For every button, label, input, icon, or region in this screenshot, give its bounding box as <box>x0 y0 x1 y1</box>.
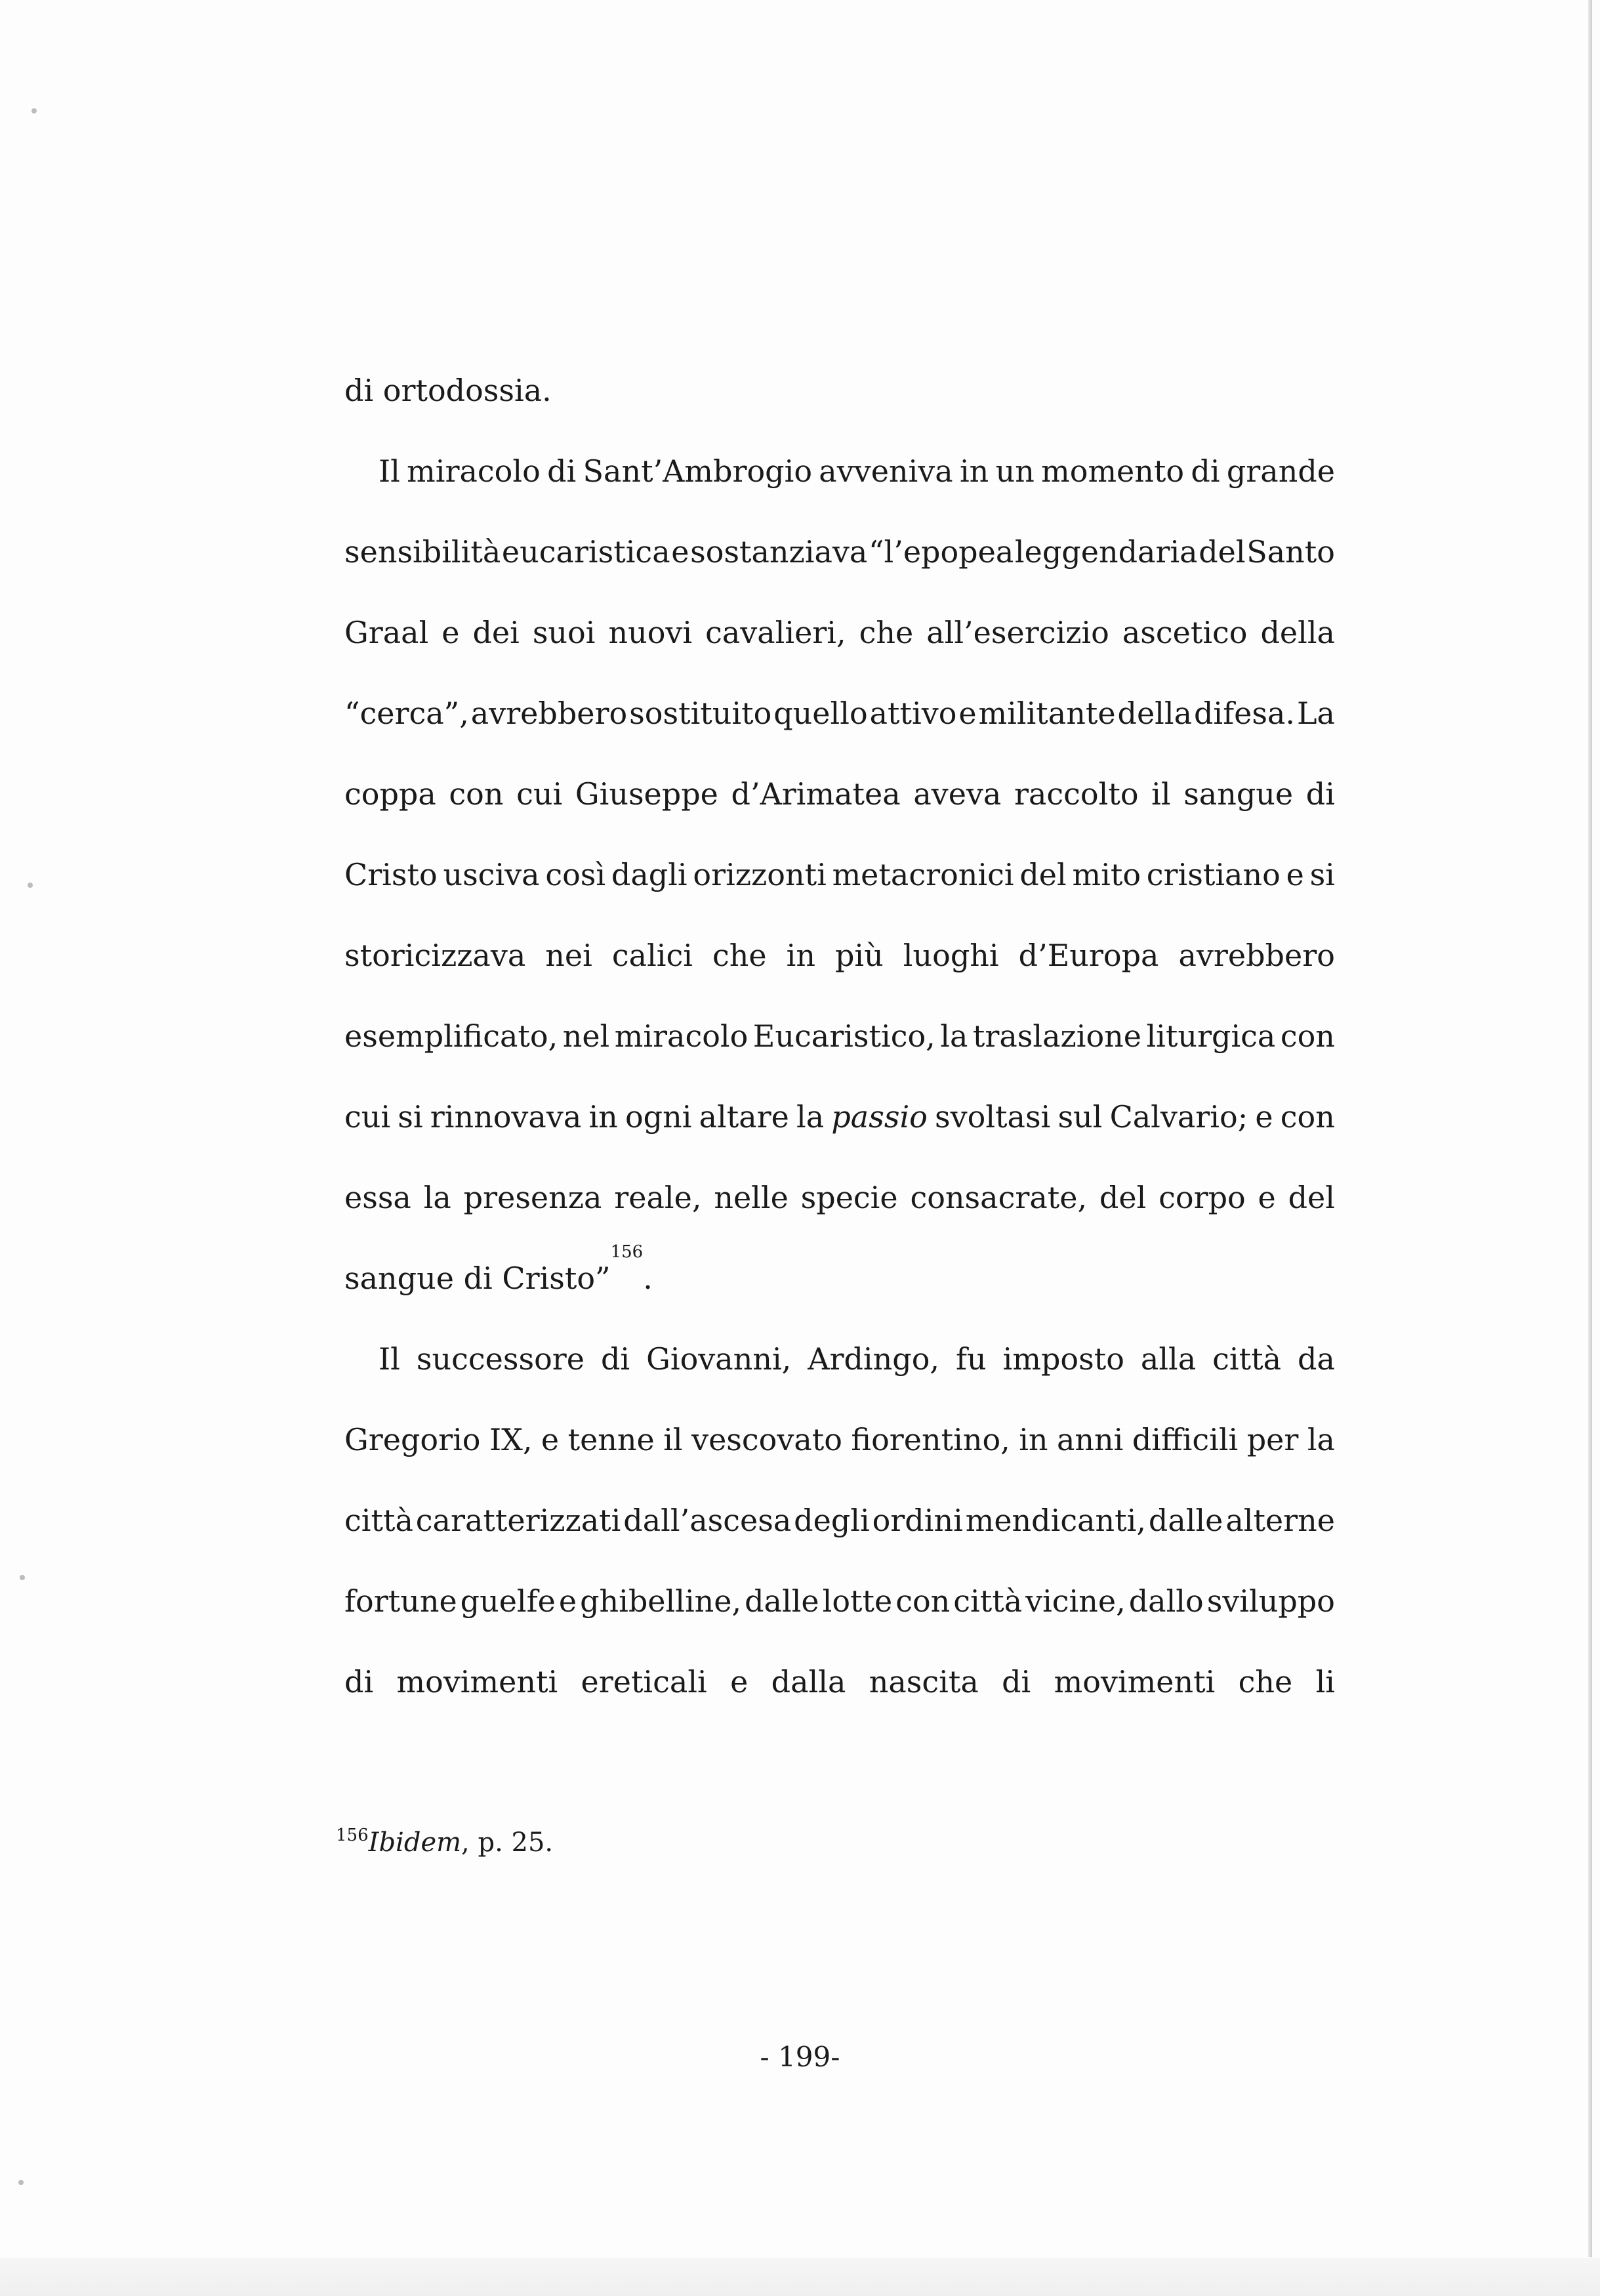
word: e <box>558 1583 577 1619</box>
word: la <box>423 1180 451 1215</box>
word: in <box>959 453 989 489</box>
word: alterne <box>1225 1503 1335 1538</box>
word: mendicanti, <box>965 1503 1146 1538</box>
word: così <box>545 857 606 892</box>
word: “l’epopea <box>868 534 1014 570</box>
word: di <box>1305 776 1335 812</box>
word: difesa. <box>1193 696 1296 731</box>
word: che <box>859 615 914 650</box>
text-line <box>344 1010 1335 1091</box>
word: “cerca”, <box>344 696 469 731</box>
word: si <box>398 1099 423 1135</box>
word: suoi <box>532 615 596 650</box>
word: con <box>895 1583 951 1619</box>
text-line <box>344 1171 1335 1252</box>
word: in <box>1019 1422 1048 1457</box>
word: cristiano <box>1146 857 1281 892</box>
word: Il <box>379 453 400 489</box>
word: aveva <box>913 776 1002 812</box>
word: dall’ascesa <box>623 1503 792 1538</box>
word: coppa <box>344 776 436 812</box>
word: orizzonti <box>693 857 827 892</box>
word: tenne <box>567 1422 655 1457</box>
word: ogni <box>625 1099 692 1135</box>
word: esemplificato, <box>344 1018 558 1054</box>
word: reale, <box>614 1180 702 1215</box>
word: essa <box>344 1180 411 1215</box>
word: grande <box>1226 453 1335 489</box>
word: attivo <box>869 696 957 731</box>
word: momento <box>1041 453 1185 489</box>
word: sensibilità <box>344 534 501 570</box>
scan-speck <box>31 108 37 114</box>
word: Gregorio <box>344 1422 481 1457</box>
word: fortune <box>344 1583 457 1619</box>
page-number: - 199- <box>760 2041 840 2073</box>
word: del <box>1019 857 1067 892</box>
text-line <box>344 848 1335 929</box>
word: IX, <box>489 1422 533 1457</box>
word: usciva <box>443 857 540 892</box>
word: e <box>441 615 460 650</box>
word: storicizzava <box>344 938 526 973</box>
word: città <box>344 1503 413 1538</box>
word: di <box>1191 453 1220 489</box>
word: che <box>1238 1664 1293 1700</box>
word: nascita <box>869 1664 979 1700</box>
word: d’Arimatea <box>731 776 901 812</box>
footnote-citation: , p. 25. <box>461 1827 554 1858</box>
word: e <box>958 696 977 731</box>
word: con <box>1280 1018 1335 1054</box>
word: nelle <box>714 1180 789 1215</box>
word: La <box>1297 696 1335 731</box>
word: liturgica <box>1146 1018 1276 1054</box>
text-line <box>344 929 1335 1010</box>
word: svoltasi <box>935 1099 1051 1135</box>
word: guelfe <box>460 1583 556 1619</box>
word: vicine, <box>1025 1583 1126 1619</box>
word: la <box>796 1099 825 1135</box>
word: ghibelline, <box>580 1583 742 1619</box>
word: Sant’Ambrogio <box>583 453 813 489</box>
word: e <box>1258 1180 1276 1215</box>
word: città <box>953 1583 1023 1619</box>
word: li <box>1315 1664 1335 1700</box>
word: e <box>1255 1099 1273 1135</box>
word: la <box>940 1018 968 1054</box>
word: sviluppo <box>1206 1583 1335 1619</box>
word: ascetico <box>1122 615 1248 650</box>
word: movimenti <box>1054 1664 1216 1700</box>
word: fu <box>956 1341 987 1377</box>
word: dalle <box>1148 1503 1223 1538</box>
word: sostanziava <box>690 534 868 570</box>
word: corpo <box>1159 1180 1246 1215</box>
word: nel <box>562 1018 610 1054</box>
word: Cristo” <box>502 1261 611 1296</box>
word: degli <box>794 1503 870 1538</box>
word: del <box>1199 534 1246 570</box>
word: Ardingo, <box>808 1341 940 1377</box>
word: nuovi <box>608 615 693 650</box>
word: si <box>1309 857 1335 892</box>
word: ordini <box>872 1503 963 1538</box>
word: del <box>1288 1180 1335 1215</box>
text-line <box>344 606 1335 687</box>
word: presenza <box>463 1180 602 1215</box>
word: caratterizzati <box>415 1503 621 1538</box>
word: Giuseppe <box>575 776 718 812</box>
word: successore <box>416 1341 585 1377</box>
page-edge-bottom <box>0 2258 1600 2296</box>
word-italic-passio: passio <box>831 1099 928 1135</box>
word: dei <box>472 615 520 650</box>
text-line <box>344 1656 1335 1736</box>
footnote-number: 156 <box>336 1826 369 1845</box>
word: di <box>344 1664 374 1700</box>
word: alla <box>1140 1341 1197 1377</box>
word: specie <box>800 1180 898 1215</box>
word: metacronici <box>832 857 1014 892</box>
text-line <box>344 526 1335 606</box>
word: e <box>541 1422 560 1457</box>
word: miracolo <box>407 453 541 489</box>
word: fiorentino, <box>851 1422 1010 1457</box>
word: sangue <box>1183 776 1294 812</box>
word: calici <box>611 938 693 973</box>
word: altare <box>699 1099 789 1135</box>
word: dagli <box>611 857 687 892</box>
word: nei <box>545 938 592 973</box>
word: con <box>1280 1099 1335 1135</box>
word: Cristo <box>344 857 438 892</box>
word: miracolo <box>614 1018 749 1054</box>
word: all’esercizio <box>926 615 1109 650</box>
word: ereticali <box>581 1664 707 1700</box>
word: di <box>344 373 374 408</box>
word: che <box>712 938 767 973</box>
text-line <box>344 364 1335 445</box>
word: leggendaria <box>1014 534 1198 570</box>
text-line <box>344 1575 1335 1656</box>
word: per <box>1246 1422 1299 1457</box>
word: sul <box>1057 1099 1103 1135</box>
scan-speck <box>20 1575 25 1580</box>
word: rinnovava <box>430 1099 582 1135</box>
sentence-period: . <box>643 1261 653 1296</box>
word: di <box>547 453 577 489</box>
word: il <box>1151 776 1171 812</box>
word: Santo <box>1246 534 1335 570</box>
footnote-reference: 156 <box>610 1242 644 1262</box>
word: di <box>463 1261 493 1296</box>
word: cavalieri, <box>705 615 846 650</box>
word: Eucaristico, <box>752 1018 935 1054</box>
word: in <box>588 1099 618 1135</box>
word: traslazione <box>972 1018 1141 1054</box>
word: di <box>600 1341 630 1377</box>
text-line <box>344 687 1335 768</box>
text-line <box>344 768 1335 848</box>
word: del <box>1099 1180 1147 1215</box>
word: anni <box>1056 1422 1124 1457</box>
word: dallo <box>1128 1583 1204 1619</box>
word: avrebbero <box>470 696 628 731</box>
word: sangue <box>344 1261 454 1296</box>
word: avrebbero <box>1178 938 1335 973</box>
word: Giovanni, <box>646 1341 792 1377</box>
scan-speck <box>28 883 33 888</box>
word: eucaristica <box>501 534 670 570</box>
word: la <box>1307 1422 1335 1457</box>
word: dalla <box>771 1664 846 1700</box>
word: luoghi <box>903 938 999 973</box>
word: mito <box>1072 857 1141 892</box>
word: ortodossia. <box>382 373 552 408</box>
page-edge-right <box>1588 0 1592 2257</box>
scan-speck <box>18 2180 24 2185</box>
word: e <box>730 1664 749 1700</box>
word: di <box>1002 1664 1031 1700</box>
word: il <box>663 1422 683 1457</box>
word: movimenti <box>396 1664 558 1700</box>
word: cui <box>516 776 563 812</box>
word: da <box>1298 1341 1335 1377</box>
word: della <box>1260 615 1335 650</box>
text-line <box>344 1091 1335 1171</box>
word: e <box>671 534 689 570</box>
word: imposto <box>1002 1341 1124 1377</box>
word: difficili <box>1132 1422 1239 1457</box>
footnote-source: Ibidem <box>368 1827 462 1858</box>
word: sostituito <box>629 696 772 731</box>
word: raccolto <box>1014 776 1139 812</box>
word: Calvario; <box>1109 1099 1248 1135</box>
word: avveniva <box>819 453 953 489</box>
text-line <box>344 1242 1335 1333</box>
word: città <box>1212 1341 1282 1377</box>
word: lotte <box>822 1583 893 1619</box>
word: dalle <box>745 1583 819 1619</box>
text-line <box>344 1333 1335 1413</box>
text-line <box>344 1494 1335 1575</box>
word: militante <box>978 696 1116 731</box>
word: vescovato <box>691 1422 842 1457</box>
word: quello <box>773 696 868 731</box>
word: consacrate, <box>910 1180 1088 1215</box>
word: d’Europa <box>1018 938 1159 973</box>
footnote <box>336 1827 553 1858</box>
body-text <box>344 364 1335 1736</box>
word: con <box>449 776 504 812</box>
word: Il <box>379 1341 400 1377</box>
word: Graal <box>344 615 429 650</box>
word: cui <box>344 1099 391 1135</box>
word: in <box>786 938 815 973</box>
word: più <box>834 938 884 973</box>
word: un <box>995 453 1035 489</box>
word: della <box>1117 696 1193 731</box>
text-line <box>344 445 1335 526</box>
word: e <box>1286 857 1304 892</box>
text-line <box>344 1413 1335 1494</box>
